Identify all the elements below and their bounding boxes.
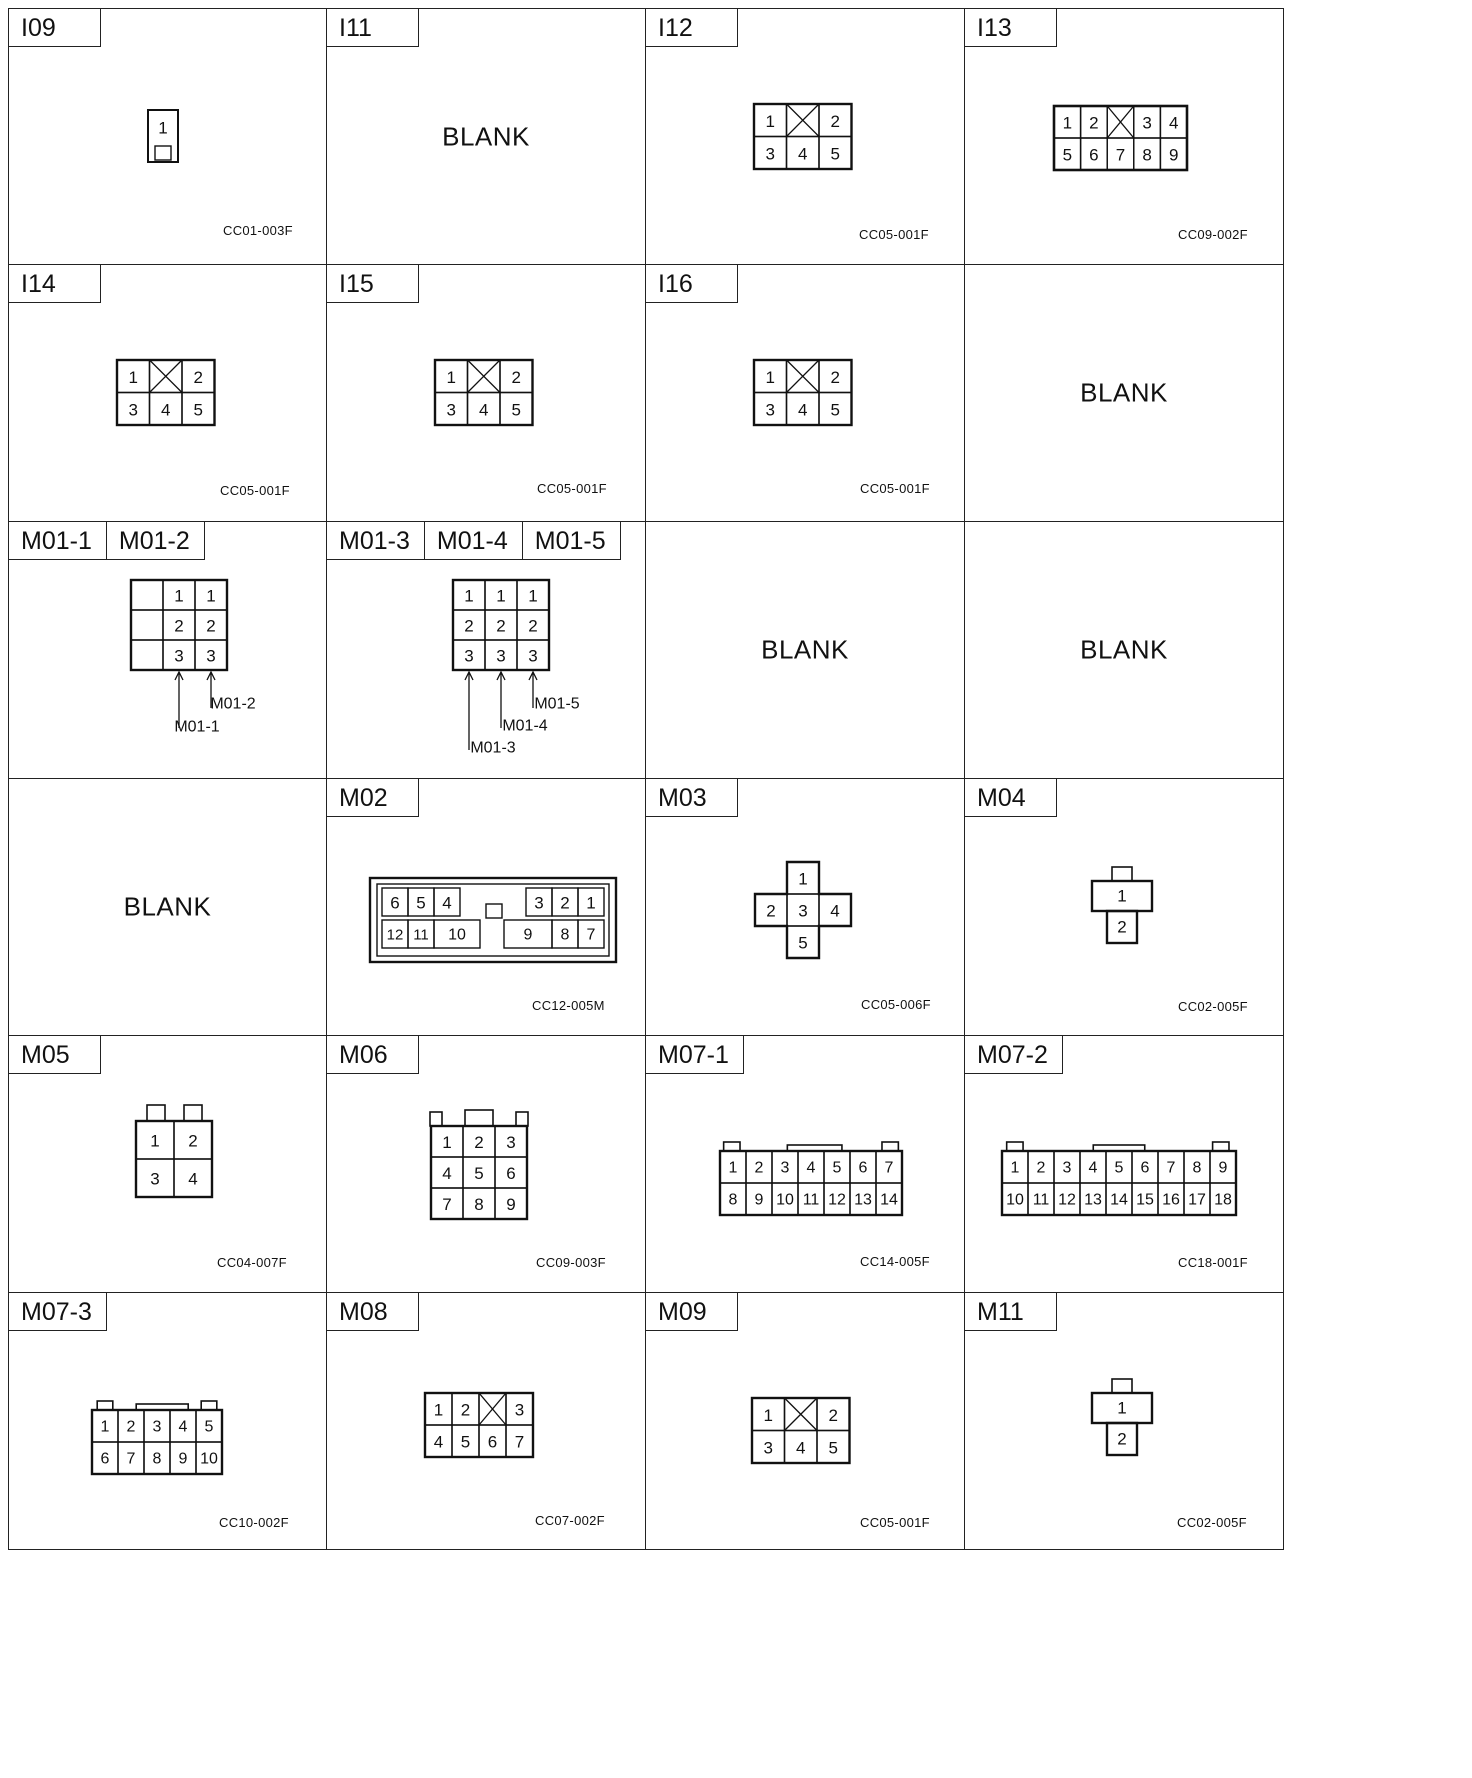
pin-number: 3 xyxy=(1062,1159,1072,1177)
pin-number: 2 xyxy=(528,616,538,636)
pin-number: 10 xyxy=(776,1191,794,1209)
blank-label: BLANK xyxy=(1080,634,1168,665)
connector-cell xyxy=(646,8,965,265)
pin-number: 3 xyxy=(128,400,138,420)
pin-number: 1 xyxy=(1062,113,1073,133)
pointer-label: M01-4 xyxy=(502,717,548,735)
connector-cell xyxy=(327,1036,646,1293)
connector-key xyxy=(486,904,502,918)
connector-id-label: I12 xyxy=(646,9,738,47)
connector-m01-1-2-shape xyxy=(109,572,259,772)
pin-number: 5 xyxy=(798,933,808,953)
connector-part-code: CC01-003F xyxy=(223,223,293,238)
pin-number: 1 xyxy=(150,1131,160,1151)
pin-number: 2 xyxy=(206,616,216,636)
pin-number: 4 xyxy=(1088,1159,1098,1177)
connector-id-tags xyxy=(327,9,419,47)
connector-id-label: M06 xyxy=(327,1036,419,1074)
connector-id-label: M01-4 xyxy=(425,522,523,560)
blank-label: BLANK xyxy=(123,891,212,922)
pin-number: 1 xyxy=(174,586,184,606)
pin-number: 11 xyxy=(413,926,429,944)
pin-number: 1 xyxy=(464,586,474,606)
pin-number: 2 xyxy=(464,616,474,636)
pin-number: 5 xyxy=(1114,1159,1124,1177)
connector-part-code: CC05-006F xyxy=(861,997,931,1012)
pin-number: 14 xyxy=(880,1191,898,1209)
connector-id-tags xyxy=(327,1036,419,1074)
empty-pin-cell xyxy=(131,580,163,610)
pin-number: 3 xyxy=(780,1159,790,1177)
connector-id-label: M04 xyxy=(965,779,1057,817)
connector-2pin-shape xyxy=(1087,865,1157,955)
pin-number: 7 xyxy=(442,1195,452,1214)
connector-part-code: CC09-002F xyxy=(1178,227,1248,242)
connector-id-label: M08 xyxy=(327,1293,419,1331)
pin-number: 1 xyxy=(1117,886,1127,906)
pin-number: 2 xyxy=(1117,1429,1127,1449)
pin-number: 10 xyxy=(200,1450,218,1468)
connector-cell xyxy=(8,1036,327,1293)
connector-part-code: CC05-001F xyxy=(860,1515,930,1530)
pointer-label: M01-2 xyxy=(210,695,256,713)
pin-number: 3 xyxy=(464,646,474,666)
connector-latch xyxy=(1112,1379,1132,1393)
pin-number: 4 xyxy=(161,400,171,420)
pin-number: 4 xyxy=(796,1438,806,1458)
pin-number: 1 xyxy=(158,118,168,138)
connector-part-code: CC02-005F xyxy=(1178,999,1248,1014)
pin-number: 3 xyxy=(534,893,544,913)
pin-number: 5 xyxy=(832,1159,842,1177)
connector-latch xyxy=(1007,1142,1023,1151)
connector-part-code: CC09-003F xyxy=(536,1255,606,1270)
pin-number: 6 xyxy=(1089,145,1099,165)
pin-number: 10 xyxy=(1006,1191,1024,1209)
pin-number: 3 xyxy=(496,646,506,666)
connector-cell xyxy=(327,265,646,522)
connector-latch xyxy=(516,1112,528,1126)
connector-id-label: M05 xyxy=(9,1036,101,1074)
connector-2row-shape xyxy=(716,1131,906,1219)
connector-diagram-grid xyxy=(8,8,1464,1770)
connector-id-tags xyxy=(327,522,621,560)
pin-number: 4 xyxy=(798,144,808,164)
connector-cell xyxy=(965,1036,1284,1293)
pin-number: 5 xyxy=(1062,145,1073,165)
connector-part-code: CC07-002F xyxy=(535,1513,605,1528)
connector-id-label: M07-1 xyxy=(646,1036,744,1074)
pin-number: 6 xyxy=(487,1432,498,1452)
pin-number: 6 xyxy=(100,1450,110,1468)
pin-number: 12 xyxy=(828,1191,846,1209)
connector-id-label: M01-5 xyxy=(523,522,621,560)
connector-latch xyxy=(147,1105,165,1121)
pin-number: 9 xyxy=(1218,1159,1228,1177)
pin-number: 2 xyxy=(460,1400,471,1420)
pin-number: 4 xyxy=(442,893,452,913)
connector-latch xyxy=(430,1112,442,1126)
connector-id-label: M02 xyxy=(327,779,419,817)
connector-latch xyxy=(882,1142,898,1151)
connector-9pin-shape xyxy=(1052,104,1192,174)
pointer-label: M01-3 xyxy=(470,739,516,757)
connector-cell xyxy=(327,1293,646,1550)
pin-number: 5 xyxy=(460,1432,471,1452)
pin-number: 2 xyxy=(174,616,184,636)
pin-number: 5 xyxy=(474,1164,484,1183)
pin-number: 17 xyxy=(1188,1191,1206,1209)
connector-cell xyxy=(8,265,327,522)
pin-number: 2 xyxy=(560,893,570,913)
connector-5pin-shape xyxy=(753,103,853,173)
connector-cell xyxy=(965,1293,1284,1550)
pin-number: 5 xyxy=(416,893,426,913)
connector-cell xyxy=(8,8,327,265)
connector-id-tags xyxy=(9,522,205,560)
pin-number: 9 xyxy=(178,1450,188,1468)
pin-number: 7 xyxy=(126,1450,136,1468)
empty-pin-cell xyxy=(131,640,163,670)
pin-number: 1 xyxy=(728,1159,738,1177)
connector-id-tags xyxy=(646,1293,738,1331)
empty-pin-cell xyxy=(131,610,163,640)
pin-number: 1 xyxy=(128,367,138,387)
pin-number: 1 xyxy=(100,1418,110,1436)
connector-id-label: M01-1 xyxy=(9,522,107,560)
pin-number: 3 xyxy=(446,400,456,420)
connector-id-tags xyxy=(965,779,1057,817)
pin-number: 1 xyxy=(528,586,538,606)
connector-cell xyxy=(965,265,1284,522)
connector-id-tags xyxy=(646,265,738,303)
connector-5pin-shape xyxy=(434,359,534,429)
connector-latch xyxy=(1213,1142,1229,1151)
pin-number: 6 xyxy=(858,1159,868,1177)
connector-part-code: CC14-005F xyxy=(860,1254,930,1269)
pin-number: 1 xyxy=(496,586,506,606)
pin-number: 12 xyxy=(386,926,404,944)
pin-number: 2 xyxy=(754,1159,764,1177)
pin-number: 3 xyxy=(1142,113,1152,133)
pin-number: 2 xyxy=(193,367,203,387)
pin-number: 4 xyxy=(1168,113,1179,133)
pin-number: 3 xyxy=(765,144,775,164)
pin-number: 3 xyxy=(528,646,538,666)
connector-id-tags xyxy=(646,9,738,47)
pin-number: 2 xyxy=(126,1418,136,1436)
pin-number: 4 xyxy=(433,1432,444,1452)
pointer-label: M01-5 xyxy=(534,695,580,713)
connector-part-code: CC05-001F xyxy=(860,481,930,496)
pin-number: 8 xyxy=(474,1195,484,1214)
connector-4pin-shape xyxy=(132,1103,216,1213)
pin-number: 8 xyxy=(728,1191,738,1209)
pin-number: 2 xyxy=(188,1131,198,1151)
pin-number: 4 xyxy=(188,1169,198,1189)
connector-2pin-shape xyxy=(1087,1377,1157,1467)
connector-id-label: M01-3 xyxy=(327,522,425,560)
connector-part-code: CC05-001F xyxy=(859,227,929,242)
connector-part-code: CC05-001F xyxy=(220,483,290,498)
connector-part-code: CC18-001F xyxy=(1178,1255,1248,1270)
connector-cell xyxy=(965,522,1284,779)
connector-m02-shape xyxy=(368,876,620,966)
pin-number: 7 xyxy=(884,1159,894,1177)
pin-number: 5 xyxy=(193,400,203,420)
connector-part-code: CC02-005F xyxy=(1177,1515,1247,1530)
pin-number: 1 xyxy=(765,111,775,131)
blank-label: BLANK xyxy=(761,634,849,665)
connector-id-label: I11 xyxy=(327,9,419,47)
pin-number: 1 xyxy=(433,1400,444,1420)
pin-number: 7 xyxy=(1115,145,1126,165)
connector-cross-shape xyxy=(753,860,853,960)
pin-number: 5 xyxy=(830,400,840,420)
pin-number: 4 xyxy=(806,1159,816,1177)
connector-id-label: M07-2 xyxy=(965,1036,1063,1074)
pin-number: 2 xyxy=(828,1405,838,1425)
pin-number: 9 xyxy=(506,1195,516,1214)
connector-id-label: I13 xyxy=(965,9,1057,47)
connector-7pin-shape xyxy=(423,1391,539,1461)
pin-number: 3 xyxy=(765,400,775,420)
pin-number: 2 xyxy=(511,367,521,387)
pin-number: 3 xyxy=(514,1400,525,1420)
connector-id-label: M03 xyxy=(646,779,738,817)
pin-number: 3 xyxy=(506,1133,516,1152)
connector-id-tags xyxy=(327,1293,419,1331)
pin-number: 7 xyxy=(586,926,596,944)
pin-number: 4 xyxy=(798,400,808,420)
pin-number: 3 xyxy=(174,646,184,666)
pin-number: 1 xyxy=(446,367,456,387)
connector-cell xyxy=(8,1293,327,1550)
pin-number: 12 xyxy=(1058,1191,1076,1209)
connector-id-label: M07-3 xyxy=(9,1293,107,1331)
pin-number: 11 xyxy=(802,1191,820,1209)
pin-number: 1 xyxy=(442,1133,452,1152)
pin-number: 5 xyxy=(828,1438,838,1458)
pin-number: 1 xyxy=(1117,1398,1127,1418)
pin-number: 1 xyxy=(763,1405,773,1425)
pin-number: 4 xyxy=(442,1164,452,1183)
connector-cell xyxy=(327,8,646,265)
connector-part-code: CC04-007F xyxy=(217,1255,287,1270)
connector-latch xyxy=(184,1105,202,1121)
connector-2row-shape xyxy=(998,1131,1240,1219)
blank-label: BLANK xyxy=(1080,377,1168,408)
pin-number: 9 xyxy=(523,926,533,944)
connector-id-tags xyxy=(9,1293,107,1331)
pin-number: 18 xyxy=(1214,1191,1232,1209)
connector-cell xyxy=(646,779,965,1036)
pin-number: 1 xyxy=(765,367,775,387)
connector-id-label: I16 xyxy=(646,265,738,303)
connector-5pin-shape xyxy=(753,359,853,429)
connector-1pin-shape xyxy=(146,108,180,164)
pin-number: 2 xyxy=(1089,113,1099,133)
connector-latch xyxy=(155,146,171,160)
pin-number: 3 xyxy=(798,901,808,921)
pin-number: 5 xyxy=(204,1418,214,1436)
connector-id-tags xyxy=(965,1036,1063,1074)
connector-cell xyxy=(646,522,965,779)
pin-number: 5 xyxy=(830,144,840,164)
pin-number: 4 xyxy=(830,901,840,921)
connector-cell xyxy=(965,8,1284,265)
pin-number: 7 xyxy=(514,1432,525,1452)
connector-m06-shape xyxy=(427,1108,531,1228)
pin-number: 8 xyxy=(1192,1159,1202,1177)
connector-cell xyxy=(327,522,646,779)
connector-cell xyxy=(8,522,327,779)
pin-number: 7 xyxy=(1166,1159,1176,1177)
connector-cell xyxy=(646,1036,965,1293)
pin-number: 10 xyxy=(448,926,466,944)
connector-latch xyxy=(201,1401,217,1410)
blank-label: BLANK xyxy=(442,121,530,151)
connector-id-label: I09 xyxy=(9,9,101,47)
connector-cell xyxy=(646,1293,965,1550)
pin-number: 6 xyxy=(506,1164,516,1183)
connector-latch xyxy=(724,1142,740,1151)
pin-number: 15 xyxy=(1136,1191,1154,1209)
pin-number: 6 xyxy=(390,893,400,913)
pin-number: 9 xyxy=(754,1191,764,1209)
connector-id-label: M01-2 xyxy=(107,522,205,560)
pin-number: 3 xyxy=(206,646,216,666)
connector-id-tags xyxy=(965,1293,1057,1331)
connector-id-tags xyxy=(9,9,101,47)
pin-number: 2 xyxy=(474,1133,484,1152)
pin-number: 4 xyxy=(178,1418,188,1436)
pin-number: 1 xyxy=(586,893,596,913)
pin-number: 8 xyxy=(560,926,570,944)
connector-5pin-shape xyxy=(116,359,216,429)
pin-number: 2 xyxy=(496,616,506,636)
pin-number: 2 xyxy=(1117,917,1127,937)
pin-number: 2 xyxy=(766,901,776,921)
pin-number: 16 xyxy=(1162,1191,1180,1209)
connector-5pin-shape xyxy=(751,1397,851,1467)
pin-number: 3 xyxy=(152,1418,162,1436)
connector-id-tags xyxy=(646,779,738,817)
pin-number: 4 xyxy=(479,400,489,420)
connector-id-label: I15 xyxy=(327,265,419,303)
pin-number: 8 xyxy=(152,1450,162,1468)
connector-id-tags xyxy=(646,1036,744,1074)
connector-id-label: M11 xyxy=(965,1293,1057,1331)
connector-latch xyxy=(97,1401,113,1410)
pin-number: 6 xyxy=(1140,1159,1150,1177)
connector-id-tags xyxy=(327,779,419,817)
connector-id-label: I14 xyxy=(9,265,101,303)
pin-number: 13 xyxy=(854,1191,872,1209)
connector-cell xyxy=(8,779,327,1036)
connector-latch xyxy=(465,1110,493,1126)
connector-id-tags xyxy=(327,265,419,303)
pin-number: 1 xyxy=(1010,1159,1020,1177)
connector-latch xyxy=(1112,867,1132,881)
pin-number: 1 xyxy=(206,586,216,606)
connector-cell xyxy=(327,779,646,1036)
pin-number: 14 xyxy=(1110,1191,1128,1209)
pin-number: 9 xyxy=(1168,145,1179,165)
pin-number: 3 xyxy=(150,1169,160,1189)
pin-number: 11 xyxy=(1032,1191,1050,1209)
connector-id-tags xyxy=(965,9,1057,47)
connector-2row-shape xyxy=(88,1390,226,1478)
pin-number: 13 xyxy=(1084,1191,1102,1209)
connector-id-tags xyxy=(9,1036,101,1074)
connector-id-label: M09 xyxy=(646,1293,738,1331)
pin-number: 8 xyxy=(1142,145,1152,165)
connector-part-code: CC12-005M xyxy=(532,998,605,1013)
pin-number: 3 xyxy=(763,1438,773,1458)
connector-part-code: CC05-001F xyxy=(537,481,607,496)
connector-id-tags xyxy=(9,265,101,303)
pin-number: 2 xyxy=(830,111,840,131)
pin-number: 5 xyxy=(511,400,521,420)
pointer-label: M01-1 xyxy=(174,718,220,736)
pin-number: 2 xyxy=(1036,1159,1046,1177)
connector-m01-3-4-5-shape xyxy=(417,572,587,802)
pin-number: 2 xyxy=(830,367,840,387)
connector-cell xyxy=(646,265,965,522)
pin-number: 1 xyxy=(798,869,808,889)
connector-cell xyxy=(965,779,1284,1036)
connector-part-code: CC10-002F xyxy=(219,1515,289,1530)
